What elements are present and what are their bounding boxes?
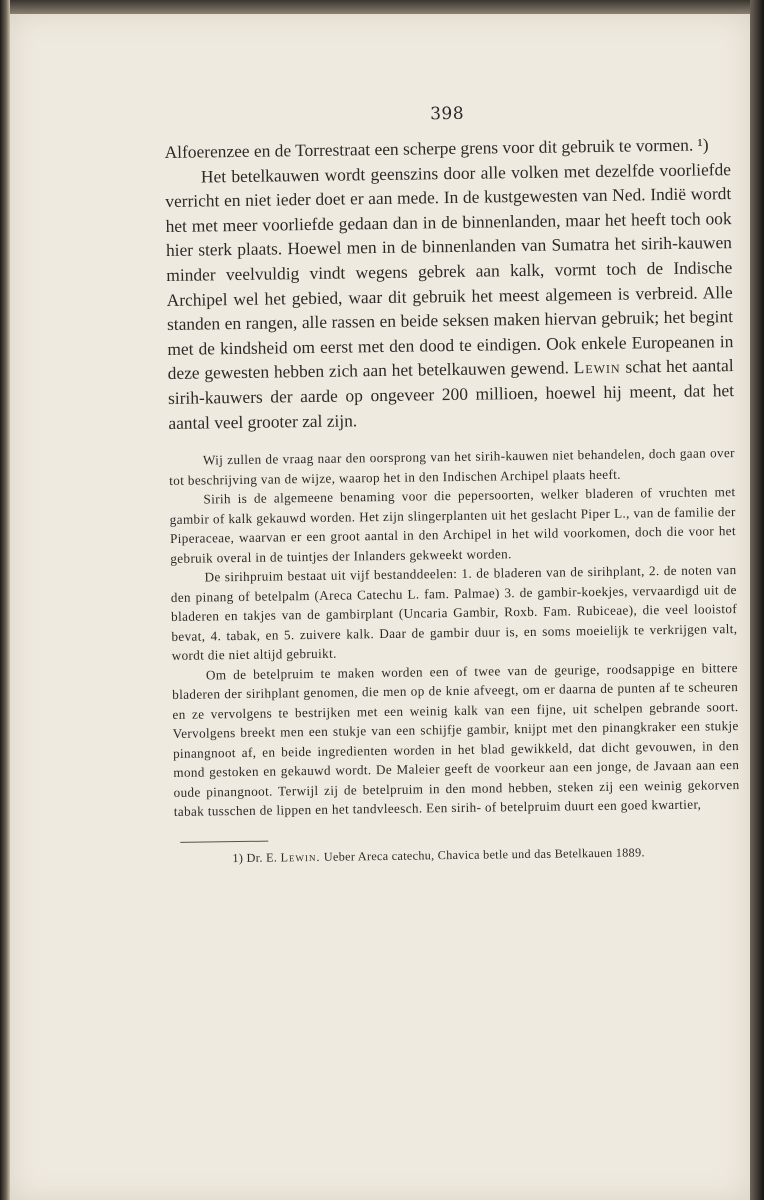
scan-left-edge bbox=[0, 0, 10, 1200]
footnote-marker: 1) bbox=[232, 850, 244, 865]
note-paragraph: Wij zullen de vraag naar den oorsprong van het sirih-kauwen niet behandelen, doch gaan over tot beschrijving van de wijze, waarop het in den Indischen Archipel plaats heeft. bbox=[169, 445, 735, 488]
paragraph-text: schat het aantal sirih-kauwers der aarde op ongeveer 200 millioen, hoewel hij meent, dat het aantal veel grooter zal zijn. bbox=[167, 355, 735, 433]
footnote-prefix: Dr. E. bbox=[246, 850, 278, 865]
paragraph: Alfoerenzee en de Torrestraat een scherpe grens voor dit gebruik te vormen. ¹) bbox=[164, 134, 709, 162]
paragraph-text: Het betelkauwen wordt geenszins door alle volken met dezelfde voorliefde verricht en niet ieder doet er aan mede. In de kustgewesten van Ned. Indië wordt het met meer voorliefde gedaan dan in de binnenlanden, maar het heeft toch ook hier sterk plaats. Hoewel men in de binnenlanden van Sumatra het sirih-kauwen minder veelvuldig vindt wegens gebrek aan kalk, vormt toch de Indische Archipel wel het gebied, waar dit gebruik het meest algemeen is verbreid. Alle standen en rangen, alle rassen en beide seksen maken hiervan gebruik; het begint met de kindsheid om eerst met den dood te eindigen. Ook enkele Europeanen in deze gewesten hebben zich aan het betelkauwen gewend. bbox=[165, 158, 734, 384]
author-name: Lewin bbox=[573, 356, 621, 378]
paragraph bbox=[165, 157, 735, 435]
footnote-divider bbox=[180, 840, 268, 842]
footnote-author: Lewin. bbox=[280, 849, 321, 865]
scan-top-edge bbox=[0, 0, 764, 14]
page-number: 398 bbox=[429, 103, 465, 125]
note-paragraph: Om de betelpruim te maken worden een of twee van de geurige, roodsappige en bittere bladeren der sirihplant genomen, die men op de knie afveegt, om er daarna de punten af te scheuren en ze vervolgens te bestrijken met een weinig kalk van een fijne, uit schelpen gebrande soort. Vervolgens breekt men een stukje van een schijfje gambir, knijpt met den pinangkraker een stukje pinangnoot af, en beide ingredienten worden in het blad gewikkeld, dat dicht gevouwen, in den mond gestoken en gekauwd wordt. De Maleier geeft de voorkeur aan een jonge, de Javaan aan een oude pinangnoot. Terwijl zij de betelpruim in den mond hebben, steken zij een weinig gekorven tabak tusschen de lippen en het tandvleesch. Een sirih- of betelpruim duurt een goed kwartier, bbox=[172, 659, 740, 820]
note-paragraph: De sirihpruim bestaat uit vijf bestanddeelen: 1. de bladeren van de sirihplant, 2. de noten van den pinang of betelpalm (Areca Catechu L. fam. Palmae) 3. de gambir-koekjes, vervaardigd uit de bladeren en takjes van de gambirplant (Uncaria Gambir, Roxb. Fam. Rubiceae), die veel looistof bevat, 4. tabak, en 5. zuivere kalk. Daar de gambir duur is, en soms moeielijk te verkrijgen valt, wordt die niet altijd gebruikt. bbox=[170, 562, 738, 664]
footnote-text: Ueber Areca catechu, Chavica betle und das Betelkauen 1889. bbox=[323, 844, 645, 864]
main-text bbox=[164, 132, 734, 435]
scan-right-edge bbox=[750, 0, 764, 1200]
small-print-section bbox=[169, 443, 740, 821]
note-paragraph: Sirih is de algemeene benaming voor die pepersoorten, welker bladeren of vruchten met gambir of kalk gekauwd worden. Het zijn slingerplanten uit het geslacht Piper L., van de familie der Piperaceae, waarvan er een groot aantal in den Archipel in het wild voorkomen, doch die voor het gebruik overal in de tuintjes der Inlanders gekweekt worden. bbox=[169, 484, 737, 566]
page-content bbox=[164, 100, 741, 866]
